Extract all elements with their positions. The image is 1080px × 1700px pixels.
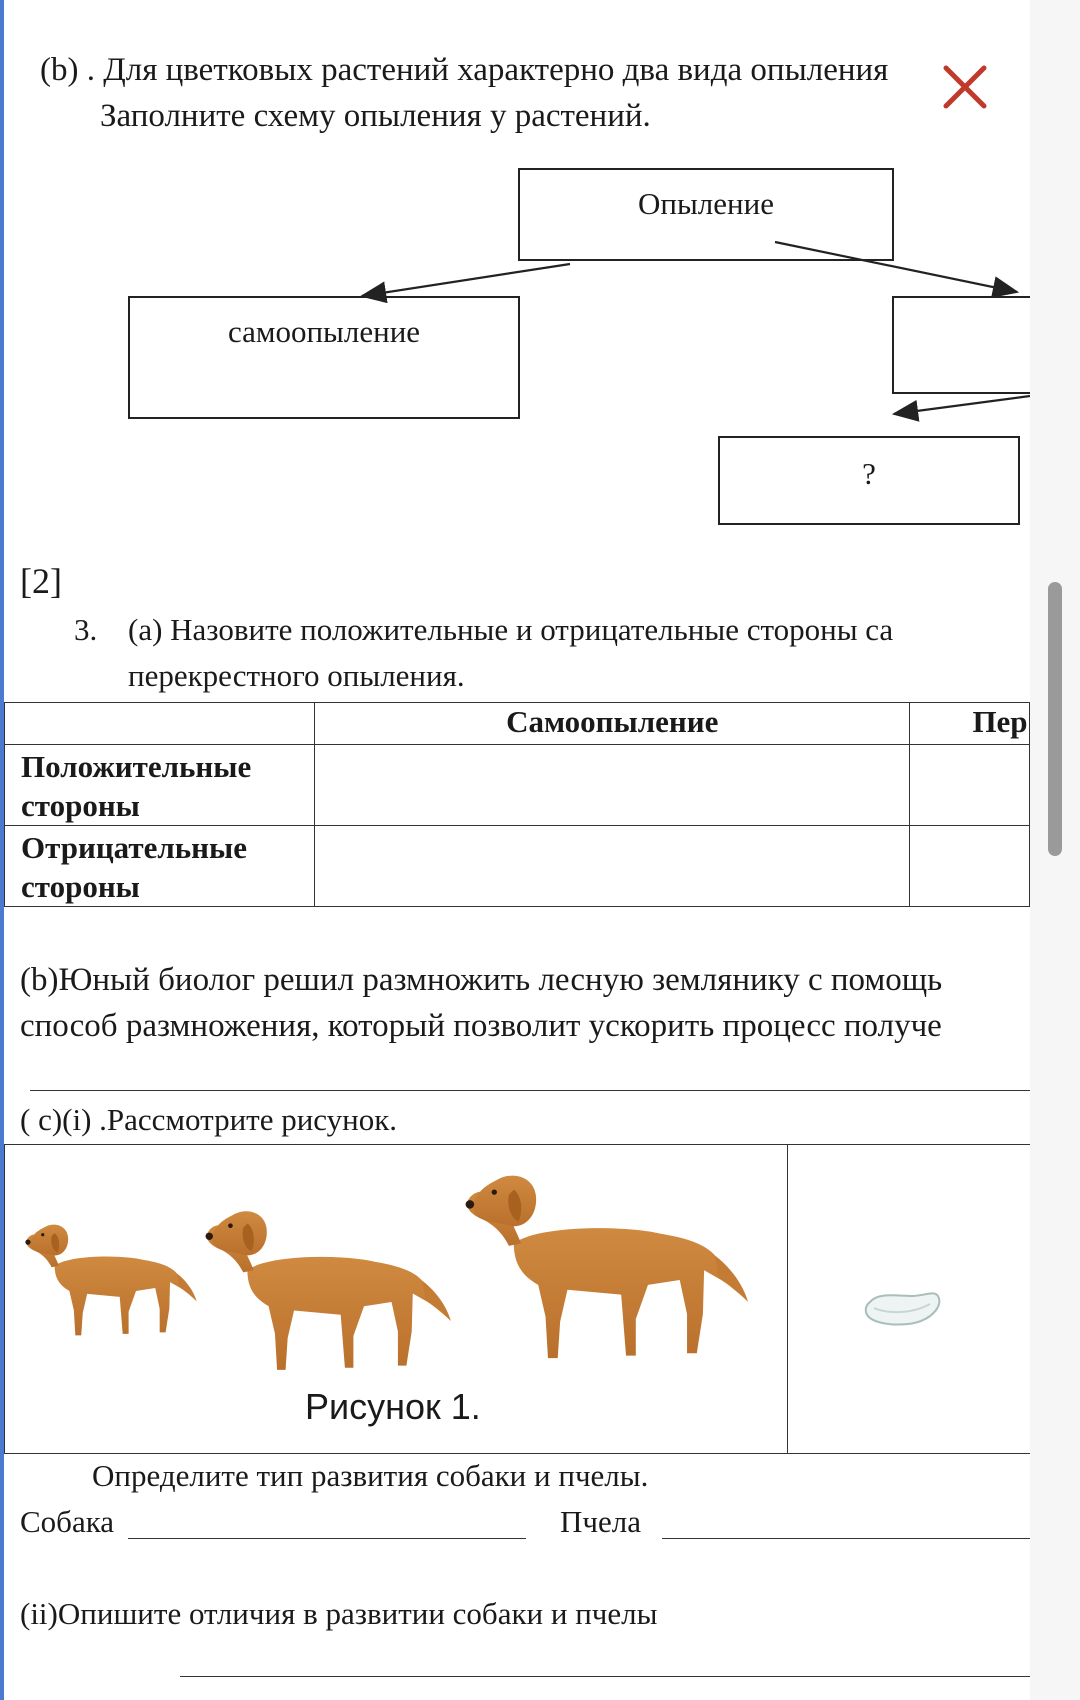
scheme-bottom-label: ?	[862, 456, 876, 491]
larva-illustration	[864, 1282, 944, 1332]
dog-label: Собака	[20, 1504, 115, 1539]
bee-label: Пчела	[560, 1504, 641, 1539]
part-b-line2: способ размножения, который позволит ускорить процесс получе	[20, 1008, 942, 1044]
table-header-self: Самоопыление	[315, 703, 910, 745]
dog-answer-line[interactable]	[128, 1538, 526, 1539]
arrow-to-unknown	[894, 396, 1030, 414]
scheme-top-label: Опыление	[638, 186, 774, 221]
section-b-line1: (b) . Для цветковых растений характерно два вида опыления	[40, 52, 889, 88]
part-ii-answer-line[interactable]	[180, 1676, 1030, 1677]
scheme-arrows	[0, 0, 1030, 560]
row-label-positive	[5, 745, 315, 826]
answer-line-b[interactable]	[30, 1090, 1030, 1091]
arrow-to-cross	[775, 242, 1017, 292]
row-label-positive-line1: Положительные	[21, 749, 252, 784]
part-c-question: Определите тип развития собаки и пчелы.	[92, 1458, 649, 1493]
row-label-negative	[5, 826, 315, 907]
cell-negative-self[interactable]	[315, 826, 910, 907]
table-header-cross: Пер	[910, 703, 1030, 745]
cell-positive-self[interactable]	[315, 745, 910, 826]
left-edge-accent	[0, 0, 4, 1700]
part-ii-text: (ii)Опишите отличия в развитии собаки и пчелы	[20, 1596, 658, 1631]
marks-label: [2]	[20, 561, 62, 601]
part-b-line1: (b)Юный биолог решил размножить лесную землянику с помощь	[20, 962, 943, 998]
scrollbar-thumb[interactable]	[1048, 582, 1062, 856]
dog-illustration	[5, 1144, 789, 1384]
figure-dogs-frame	[4, 1144, 788, 1454]
row-label-positive-line2: стороны	[21, 788, 140, 823]
table-row	[5, 745, 1030, 826]
section-b-line2: Заполните схему опыления у растений.	[100, 98, 651, 134]
figure-bee-frame	[787, 1144, 1030, 1454]
q3-number: 3.	[74, 612, 98, 647]
part-c-title: ( с)(i) .Рассмотрите рисунок.	[20, 1102, 398, 1137]
scheme-left-label: самоопыление	[227, 314, 421, 349]
table-row	[5, 826, 1030, 907]
figure-caption: Рисунок 1.	[305, 1386, 481, 1427]
bee-answer-line[interactable]	[662, 1538, 1030, 1539]
close-icon[interactable]	[940, 62, 990, 112]
q3-line1: (a) Назовите положительные и отрицательные стороны са	[128, 612, 894, 647]
arrow-to-self	[362, 264, 570, 296]
pollination-table	[4, 702, 1030, 907]
row-label-negative-line1: Отрицательные	[21, 830, 247, 865]
cell-negative-cross[interactable]	[910, 826, 1030, 907]
cell-positive-cross[interactable]	[910, 745, 1030, 826]
q3-line2: перекрестного опыления.	[128, 658, 465, 693]
table-corner-cell	[5, 703, 315, 745]
table-header-row	[5, 703, 1030, 745]
row-label-negative-line2: стороны	[21, 869, 140, 904]
